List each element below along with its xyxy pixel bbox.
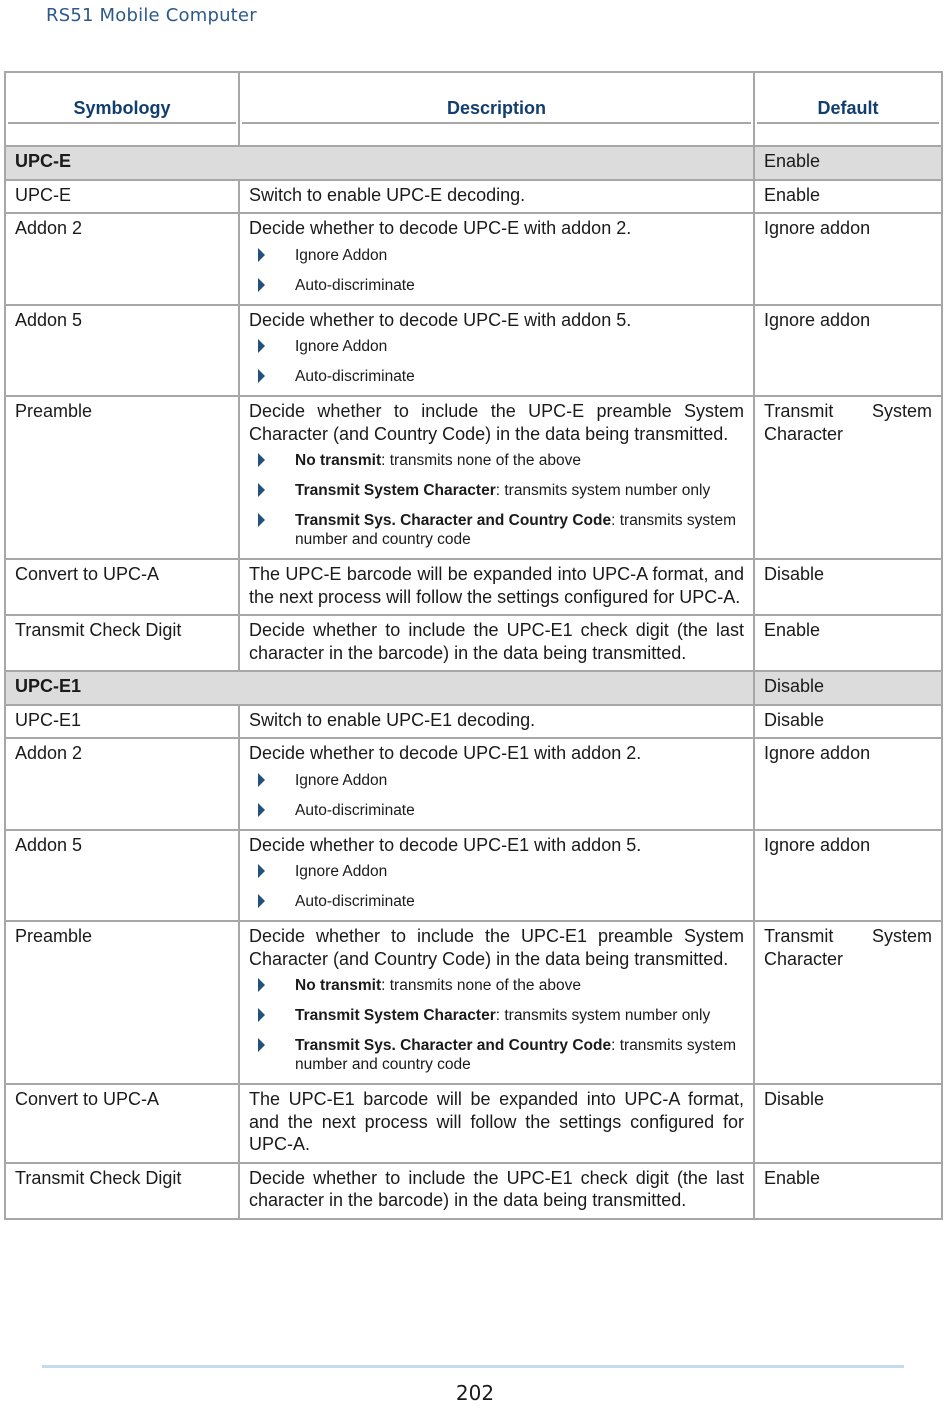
option-name: No transmit: [295, 977, 382, 994]
option-item: [249, 451, 744, 470]
table-row: [5, 615, 942, 671]
symbology-cell: Convert to UPC-A: [5, 559, 239, 615]
column-header-symbology: Symbology: [5, 72, 239, 146]
option-list: [249, 771, 744, 820]
description-cell: [239, 615, 754, 671]
triangle-bullet-icon: [258, 339, 265, 353]
table-row: [5, 396, 942, 559]
option-item: [249, 367, 744, 386]
option-text: Auto-discriminate: [295, 368, 415, 385]
triangle-bullet-icon: [258, 1038, 265, 1052]
option-text: : transmits none of the above: [381, 452, 582, 469]
default-cell: Ignore addon: [754, 830, 942, 922]
table-row: [5, 559, 942, 615]
option-item: [249, 771, 744, 790]
description-text: Decide whether to decode UPC-E1 with addon 5.: [249, 834, 642, 855]
symbology-cell: Transmit Check Digit: [5, 615, 239, 671]
option-text: Auto-discriminate: [295, 893, 415, 910]
table-row: [5, 305, 942, 397]
symbology-cell: Convert to UPC-A: [5, 1084, 239, 1163]
option-item: [249, 892, 744, 911]
description-text: Decide whether to include the UPC-E1 check digit (the last character in the barcode) in the data being transmitted.: [249, 1167, 744, 1210]
page-number: 202: [455, 1381, 495, 1405]
triangle-bullet-icon: [258, 978, 265, 992]
default-cell: Ignore addon: [754, 305, 942, 397]
symbology-cell: UPC-E1: [5, 705, 239, 739]
default-cell: Disable: [754, 1084, 942, 1163]
table-body: [5, 146, 942, 1219]
option-name: Transmit Sys. Character and Country Code: [295, 1037, 612, 1054]
option-list: [249, 451, 744, 549]
description-cell: [239, 921, 754, 1084]
option-text: Ignore Addon: [295, 863, 388, 880]
option-text: Ignore Addon: [295, 246, 388, 264]
description-cell: [239, 305, 754, 397]
description-cell: [239, 396, 754, 559]
description-text: Decide whether to decode UPC-E with addon 5.: [249, 309, 632, 330]
symbology-settings-table: [4, 71, 943, 1220]
option-name: Transmit Sys. Character and Country Code: [295, 512, 612, 529]
symbology-cell: Preamble: [5, 396, 239, 559]
option-text: Ignore Addon: [295, 338, 388, 355]
section-title: UPC-E: [5, 146, 754, 180]
description-cell: [239, 830, 754, 922]
default-cell: Ignore addon: [754, 738, 942, 830]
description-cell: [239, 180, 754, 214]
section-default: Enable: [754, 146, 942, 180]
symbology-cell: Addon 2: [5, 213, 239, 305]
section-default: Disable: [754, 671, 942, 705]
description-cell: [239, 738, 754, 830]
option-text: Auto-discriminate: [295, 801, 415, 819]
option-item: [249, 801, 744, 820]
description-text: Switch to enable UPC-E decoding.: [249, 184, 526, 205]
default-cell: Disable: [754, 559, 942, 615]
option-name: No transmit: [295, 452, 382, 469]
description-text: The UPC-E1 barcode will be expanded into UPC-A format, and the next process will follow the settings configured for UPC-A.: [249, 1089, 744, 1154]
option-text: Ignore Addon: [295, 771, 388, 789]
option-item: [249, 276, 744, 295]
option-item: [249, 246, 744, 265]
option-item: [249, 1006, 744, 1025]
option-text: : transmits system number only: [495, 1007, 711, 1024]
symbology-cell: Transmit Check Digit: [5, 1163, 239, 1219]
triangle-bullet-icon: [258, 248, 265, 262]
default-cell: Ignore addon: [754, 213, 942, 305]
option-list: [249, 976, 744, 1074]
description-text: Decide whether to decode UPC-E with addon 2.: [249, 218, 632, 238]
option-name: Transmit System Character: [295, 482, 496, 499]
option-item: [249, 511, 744, 549]
default-cell: Transmit System Character: [754, 396, 942, 559]
option-list: [249, 246, 744, 295]
triangle-bullet-icon: [258, 453, 265, 467]
option-item: [249, 337, 744, 356]
footer-rule: [42, 1365, 904, 1368]
description-text: Decide whether to include the UPC-E1 check digit (the last character in the barcode) in the data being transmitted.: [249, 620, 744, 663]
default-cell: Enable: [754, 180, 942, 214]
symbology-cell: UPC-E: [5, 180, 239, 214]
table-row: [5, 1084, 942, 1163]
table-row: [5, 738, 942, 830]
option-text: : transmits system number and country code: [295, 512, 736, 548]
section-title: UPC-E1: [5, 671, 754, 705]
description-cell: [239, 1084, 754, 1163]
table-row: [5, 180, 942, 214]
option-list: [249, 337, 744, 386]
table-row: [5, 830, 942, 922]
symbology-cell: Addon 5: [5, 305, 239, 397]
triangle-bullet-icon: [258, 773, 265, 787]
description-text: Decide whether to decode UPC-E1 with addon 2.: [249, 743, 642, 763]
triangle-bullet-icon: [258, 1008, 265, 1022]
description-text: Switch to enable UPC-E1 decoding.: [249, 709, 536, 730]
table-header-row: [5, 72, 942, 146]
default-cell: Enable: [754, 615, 942, 671]
description-text: The UPC-E barcode will be expanded into UPC-A format, and the next process will follow the settings configured for UPC-A.: [249, 564, 744, 607]
symbology-cell: Addon 2: [5, 738, 239, 830]
symbology-cell: Preamble: [5, 921, 239, 1084]
triangle-bullet-icon: [258, 864, 265, 878]
triangle-bullet-icon: [258, 803, 265, 817]
column-header-default: Default: [754, 72, 942, 146]
section-header-row: [5, 146, 942, 180]
option-item: [249, 1036, 744, 1074]
default-cell: Transmit System Character: [754, 921, 942, 1084]
option-text: : transmits system number and country code: [295, 1037, 736, 1073]
running-header: RS51 Mobile Computer: [46, 5, 257, 26]
table-row: [5, 921, 942, 1084]
default-cell: Disable: [754, 705, 942, 739]
column-header-description: Description: [239, 72, 754, 146]
description-cell: [239, 213, 754, 305]
section-header-row: [5, 671, 942, 705]
triangle-bullet-icon: [258, 369, 265, 383]
option-text: : transmits system number only: [495, 482, 711, 499]
description-cell: [239, 705, 754, 739]
symbology-cell: Addon 5: [5, 830, 239, 922]
option-list: [249, 862, 744, 911]
option-name: Transmit System Character: [295, 1007, 496, 1024]
description-cell: [239, 1163, 754, 1219]
option-item: [249, 862, 744, 881]
triangle-bullet-icon: [258, 278, 265, 292]
default-cell: Enable: [754, 1163, 942, 1219]
table-row: [5, 213, 942, 305]
description-cell: [239, 559, 754, 615]
triangle-bullet-icon: [258, 483, 265, 497]
table-row: [5, 1163, 942, 1219]
description-text: Decide whether to include the UPC-E preamble System Character (and Country Code) in the data being transmitted.: [249, 401, 744, 444]
option-item: [249, 976, 744, 995]
option-item: [249, 481, 744, 500]
triangle-bullet-icon: [258, 513, 265, 527]
option-text: : transmits none of the above: [381, 977, 582, 994]
triangle-bullet-icon: [258, 894, 265, 908]
table-row: [5, 705, 942, 739]
description-text: Decide whether to include the UPC-E1 preamble System Character (and Country Code) in the data being transmitted.: [249, 926, 744, 969]
option-text: Auto-discriminate: [295, 276, 415, 294]
